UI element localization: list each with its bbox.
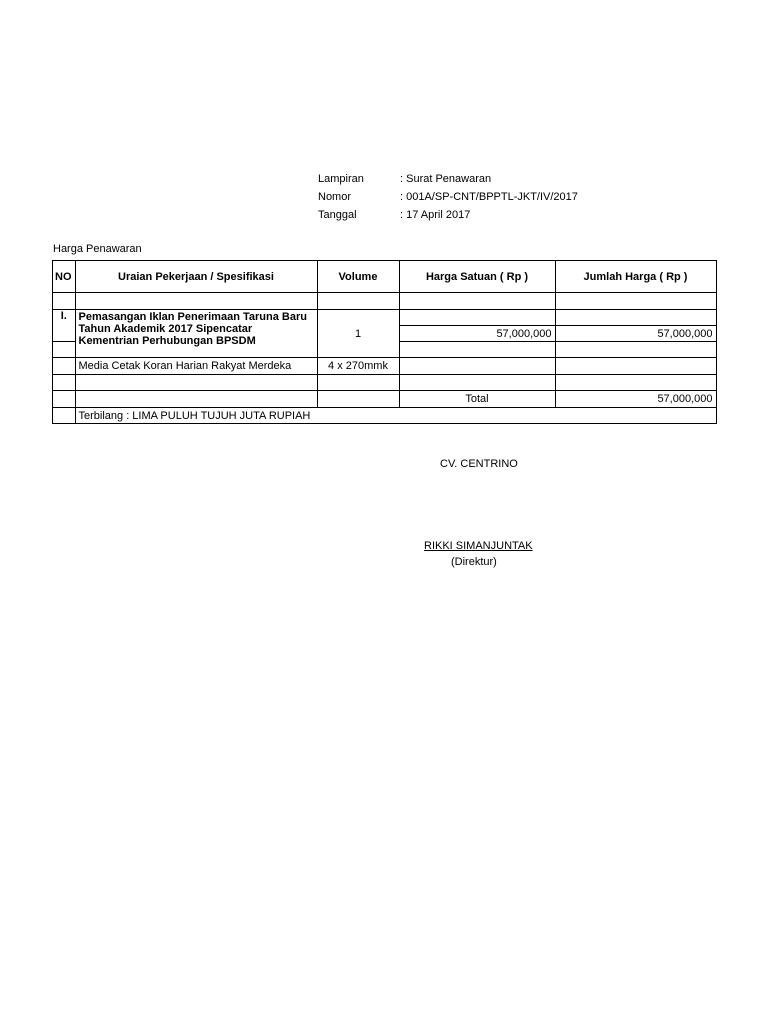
terbilang-text: Terbilang : LIMA PULUH TUJUH JUTA RUPIAH (75, 408, 716, 424)
signer-name: RIKKI SIMANJUNTAK (424, 540, 533, 552)
column-header-volume: Volume (317, 261, 399, 293)
document-header-info (318, 171, 578, 225)
table-header-row (53, 261, 717, 293)
company-name: CV. CENTRINO (440, 458, 518, 470)
table-row-blank (53, 293, 717, 310)
table-row-item (53, 310, 717, 326)
column-header-unit-price: Harga Satuan ( Rp ) (399, 261, 555, 293)
offer-table (52, 260, 717, 424)
item-title: Pemasangan Iklan Penerimaan Taruna Baru Tahun Akademik 2017 Sipencatar Kementrian Perhubungan BPSDM (75, 310, 317, 358)
header-label: Tanggal (318, 209, 357, 221)
header-label: Nomor (318, 191, 352, 203)
column-header-description: Uraian Pekerjaan / Spesifikasi (75, 261, 317, 293)
section-title: Harga Penawaran (53, 243, 142, 255)
header-row-tanggal (318, 207, 578, 225)
total-value: 57,000,000 (555, 391, 716, 408)
header-value: : 17 April 2017 (400, 209, 471, 221)
header-value: : 001A/SP-CNT/BPPTL-JKT/IV/2017 (400, 191, 578, 203)
column-header-total-price: Jumlah Harga ( Rp ) (555, 261, 716, 293)
item-total-price: 57,000,000 (555, 326, 716, 342)
table-row-terbilang (53, 408, 717, 424)
total-label: Total (399, 391, 555, 408)
table-row-total (53, 391, 717, 408)
table-row-sub-item (53, 358, 717, 375)
item-unit-price: 57,000,000 (399, 326, 555, 342)
sub-item-description: Media Cetak Koran Harian Rakyat Merdeka (75, 358, 317, 375)
header-row-nomor (318, 189, 578, 207)
header-label: Lampiran (318, 173, 364, 185)
item-number: I. (53, 310, 76, 342)
header-value: : Surat Penawaran (400, 173, 492, 185)
table-row-blank (53, 375, 717, 391)
signer-title: (Direktur) (451, 556, 497, 568)
header-row-lampiran (318, 171, 578, 189)
sub-item-volume: 4 x 270mmk (317, 358, 399, 375)
item-volume: 1 (317, 310, 399, 358)
column-header-no: NO (53, 261, 76, 293)
